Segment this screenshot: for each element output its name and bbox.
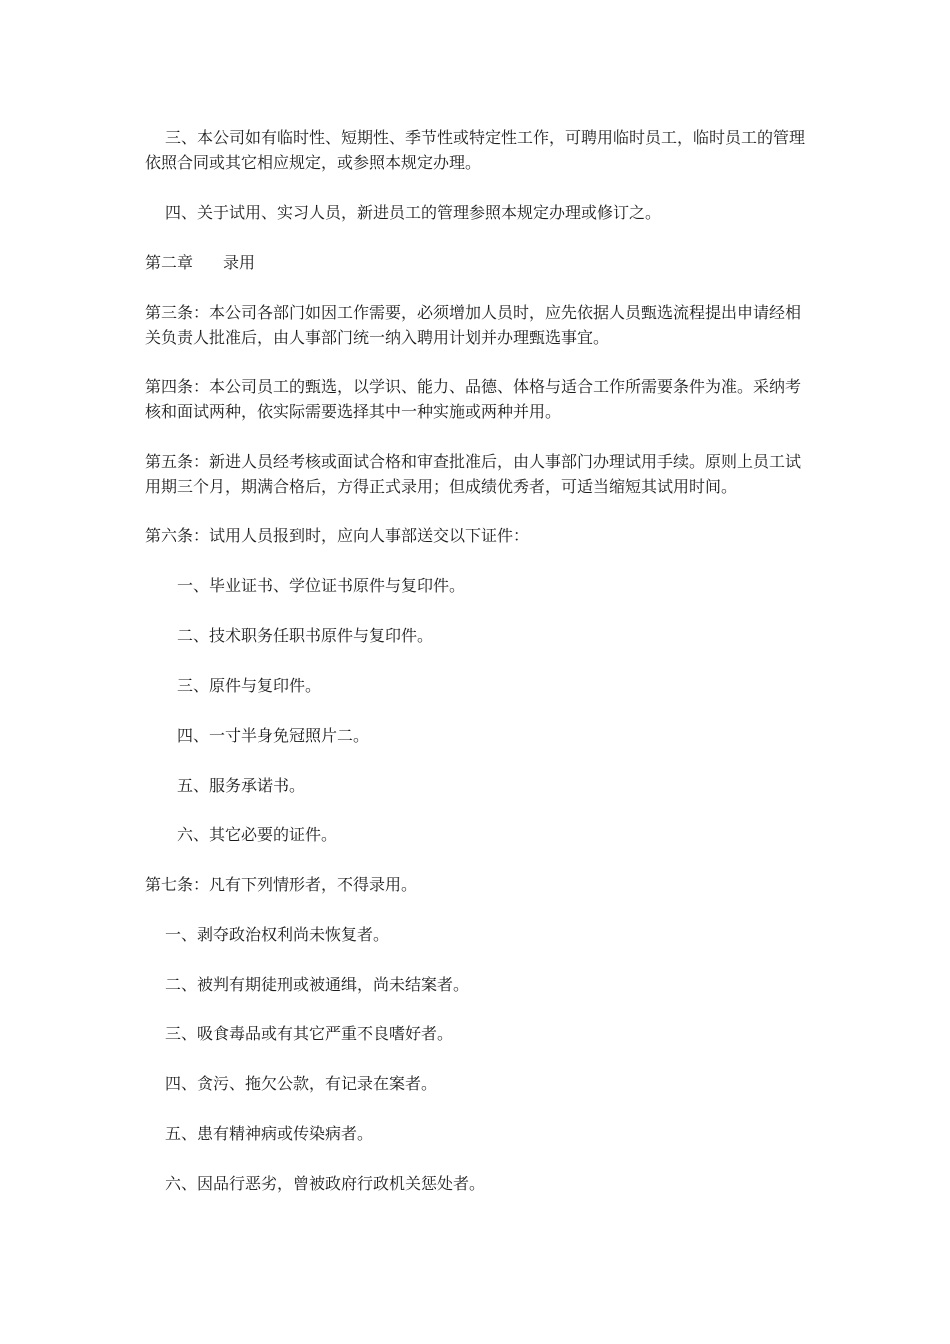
paragraph-trial-interns: 四、关于试用、实习人员，新进员工的管理参照本规定办理或修订之。 [165, 203, 662, 222]
chapter-heading [145, 250, 810, 275]
article-6-item: 一、毕业证书、学位证书原件与复印件。 [177, 576, 466, 595]
article-7-item: 一、剥夺政治权利尚未恢复者。 [165, 925, 390, 944]
article-7-item: 四、贪污、拖欠公款，有记录在案者。 [165, 1074, 438, 1093]
article-7-item: 六、因品行恶劣，曾被政府行政机关惩处者。 [165, 1174, 486, 1193]
article-5: 第五条：新进人员经考核或面试合格和审查批准后，由人事部门办理试用手续。原则上员工试用期三个月，期满合格后，方得正式录用；但成绩优秀者，可适当缩短其试用时间。 [145, 452, 802, 496]
article-6-item: 五、服务承诺书。 [177, 776, 306, 795]
article-6-item: 三、原件与复印件。 [177, 676, 322, 695]
article-6: 第六条：试用人员报到时，应向人事部送交以下证件： [145, 526, 530, 545]
article-4: 第四条：本公司员工的甄选，以学识、能力、品德、体格与适合工作所需要条件为准。采纳考核和面试两种，依实际需要选择其中一种实施或两种并用。 [145, 377, 802, 421]
chapter-number: 第二章 [145, 253, 194, 272]
chapter-title: 录用 [223, 253, 256, 272]
article-6-item: 四、一寸半身免冠照片二。 [177, 726, 370, 745]
paragraph-temporary-staff: 三、本公司如有临时性、短期性、季节性或特定性工作，可聘用临时员工，临时员工的管理依照合同或其它相应规定，或参照本规定办理。 [145, 128, 806, 172]
article-7: 第七条：凡有下列情形者，不得录用。 [145, 875, 418, 894]
article-6-item: 六、其它必要的证件。 [177, 825, 338, 844]
article-3: 第三条：本公司各部门如因工作需要，必须增加人员时，应先依据人员甄选流程提出申请经相关负责人批准后，由人事部门统一纳入聘用计划并办理甄选事宜。 [145, 303, 802, 347]
article-7-item: 五、患有精神病或传染病者。 [165, 1124, 374, 1143]
article-7-item: 二、被判有期徒刑或被通缉，尚未结案者。 [165, 975, 470, 994]
article-6-item: 二、技术职务任职书原件与复印件。 [177, 626, 434, 645]
article-7-item: 三、吸食毒品或有其它严重不良嗜好者。 [165, 1024, 454, 1043]
